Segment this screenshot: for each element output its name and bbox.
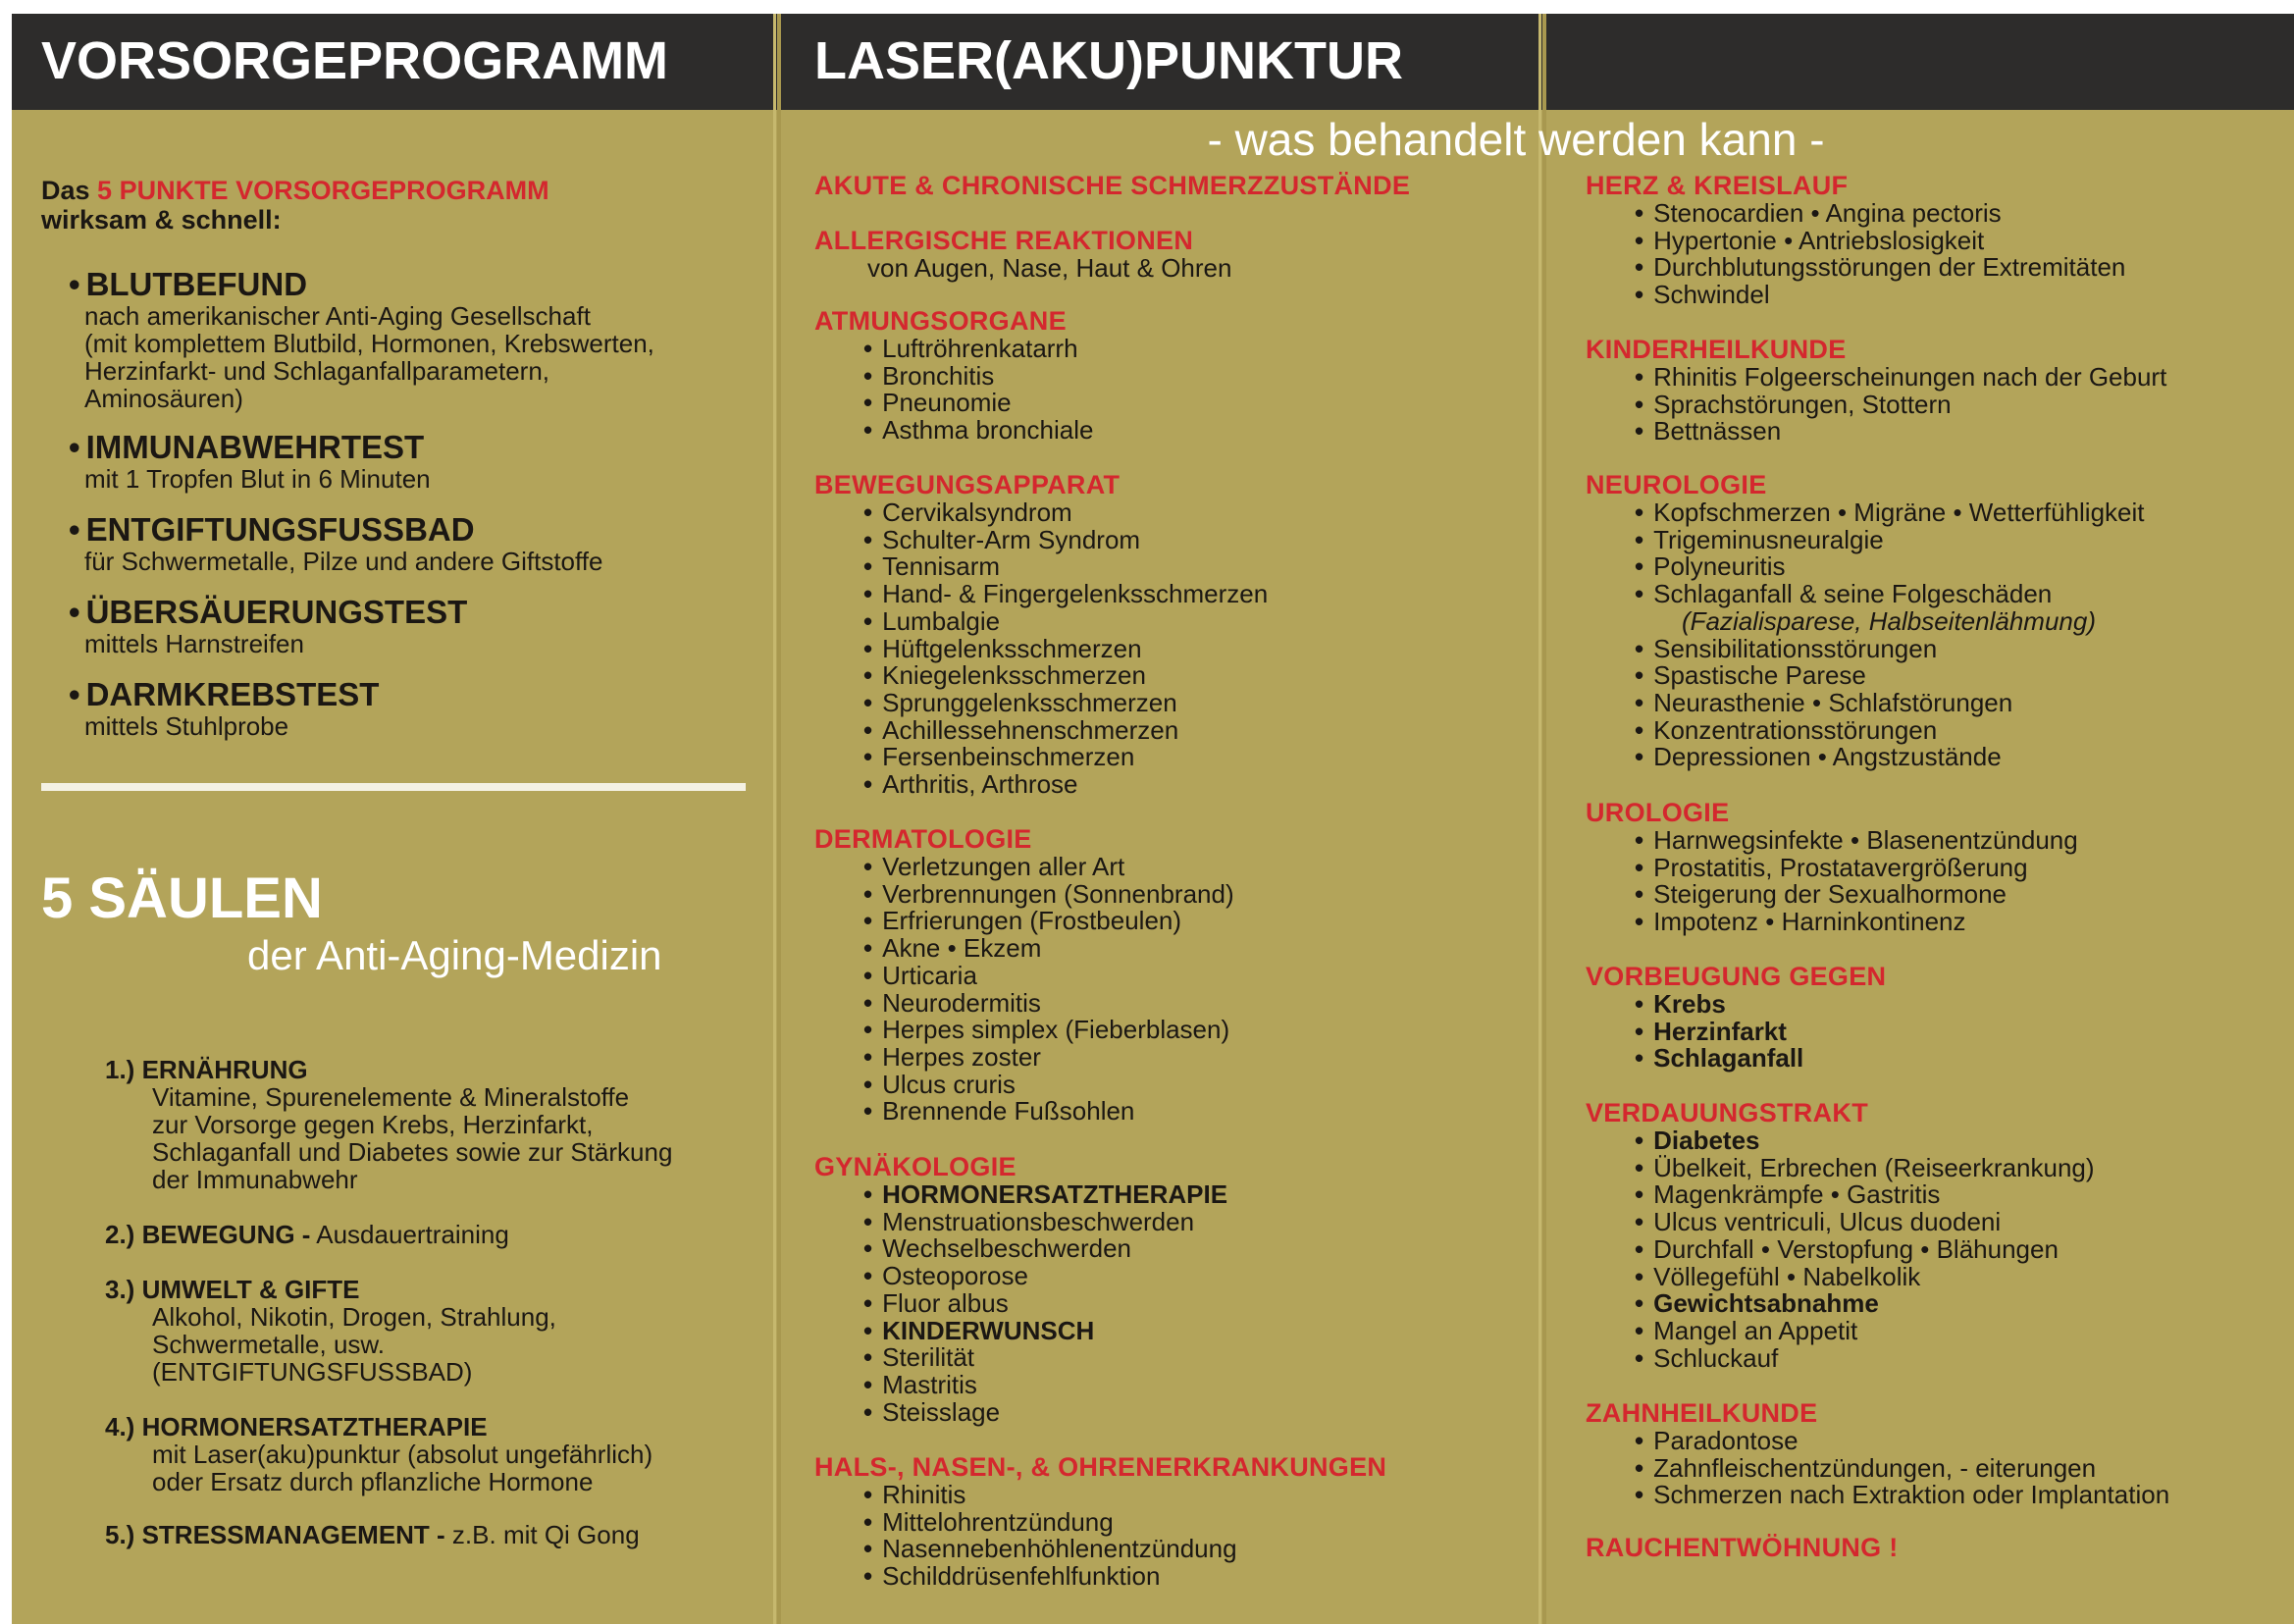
pillar-body-line: der Immunabwehr [152, 1165, 358, 1194]
pillar-body-line: Alkohol, Nikotin, Drogen, Strahlung, [152, 1302, 556, 1332]
section-list [1635, 827, 2078, 936]
section-list-item: • Tennisarm [863, 553, 1268, 581]
section-list [863, 854, 1234, 1126]
pillar-head: ERNÄHRUNG [141, 1055, 308, 1084]
pillar-number: 4.) [105, 1412, 142, 1441]
pillar-body-line: mit Laser(aku)punktur (absolut ungefährlich) [152, 1440, 653, 1469]
section-list-item: • Magenkrämpfe • Gastritis [1635, 1181, 2095, 1209]
fold-line-left [777, 14, 781, 1624]
pillar-number: 1.) [105, 1055, 142, 1084]
section-list-item: • Ulcus cruris [863, 1072, 1234, 1099]
pillar-item [105, 1221, 509, 1248]
section-list-item: • Erfrierungen (Frostbeulen) [863, 908, 1234, 935]
section-list-item: • Durchblutungsstörungen der Extremitäten [1635, 254, 2125, 282]
subtitle-was-behandelt [12, 112, 2294, 167]
section-list-item: • Urticaria [863, 963, 1234, 990]
section-list-item: • Harnwegsinfekte • Blasenentzündung [1635, 827, 2078, 855]
section-list-item: • Neurodermitis [863, 990, 1234, 1018]
fold-line-left-highlight [773, 14, 776, 1624]
section-list [1635, 200, 2125, 309]
section-title: NEUROLOGIE [1586, 470, 1767, 499]
section-list-item: • Herpes simplex (Fieberblasen) [863, 1017, 1234, 1044]
pillar-tail: Ausdauertraining [310, 1220, 509, 1249]
section-list-item: • Osteoporose [863, 1263, 1227, 1290]
header-laserakupunktur: LASER(AKU)PUNKTUR [814, 31, 1403, 90]
pillar-body-line: Schlaganfall und Diabetes sowie zur Stärkung [152, 1137, 673, 1167]
pillar-body-line: Schwermetalle, usw. [152, 1330, 385, 1359]
section-list-item: • Krebs [1635, 991, 1803, 1019]
section-list-item: • Impotenz • Harninkontinenz [1635, 909, 2078, 936]
section-list-item: • Übelkeit, Erbrechen (Reiseerkrankung) [1635, 1155, 2095, 1182]
section-list-item: • Prostatitis, Prostatavergrößerung [1635, 855, 2078, 882]
vorsorge-point-desc: nach amerikanischer Anti-Aging Gesellschaft [84, 301, 591, 331]
section-list-item: • Rhinitis [863, 1482, 1237, 1509]
section-list-item: • Schulter-Arm Syndrom [863, 527, 1268, 554]
section-list-item: • Völlegefühl • Nabelkolik [1635, 1264, 2095, 1291]
section-list-item: • Sprachstörungen, Stottern [1635, 392, 2166, 419]
vorsorge-point-title: • IMMUNABWEHRTEST [69, 430, 431, 465]
section-list-item: • Verletzungen aller Art [863, 854, 1234, 881]
section-title: UROLOGIE [1586, 798, 1730, 827]
section-list-item: • Fluor albus [863, 1290, 1227, 1318]
vorsorge-point-desc: für Schwermetalle, Pilze und andere Giftstoffe [84, 547, 603, 576]
section-list-item: • Bronchitis [863, 363, 1093, 391]
section-list-item: • Hüftgelenksschmerzen [863, 636, 1268, 663]
divider-line [41, 783, 746, 791]
section-list-item: • Gewichtsabnahme [1635, 1290, 2095, 1318]
section-list-item: • Arthritis, Arthrose [863, 771, 1268, 799]
section-list-item: • Nasennebenhöhlenentzündung [863, 1536, 1237, 1563]
section-list-item: • Herpes zoster [863, 1044, 1234, 1072]
section-list-item: • Schwindel [1635, 282, 2125, 309]
pillar-body-line: (ENTGIFTUNGSFUSSBAD) [152, 1357, 473, 1387]
pillar-item [105, 1521, 640, 1548]
section-title: GYNÄKOLOGIE [814, 1152, 1017, 1181]
vorsorge-point-title: • ÜBERSÄUERUNGSTEST [69, 595, 467, 630]
section-list-item: • Asthma bronchiale [863, 417, 1093, 445]
section-list-item: • Schluckauf [1635, 1345, 2095, 1373]
section-list-item: • Brennende Fußsohlen [863, 1098, 1234, 1126]
section-list-item: • Hypertonie • Antriebslosigkeit [1635, 228, 2125, 255]
section-list-item: • KINDERWUNSCH [863, 1318, 1227, 1345]
section-list-item: • Sprunggelenksschmerzen [863, 690, 1268, 717]
section-list-item: • Achillessehnenschmerzen [863, 717, 1268, 745]
pillar-heading [105, 1221, 509, 1248]
fold-line-right-highlight [1538, 14, 1541, 1624]
section-list-item: • Fersenbeinschmerzen [863, 744, 1268, 771]
section-list-item: • Depressionen • Angstzustände [1635, 744, 2145, 771]
section-list-item: • Spastische Parese [1635, 662, 2145, 690]
section-list-item: • Mastritis [863, 1372, 1227, 1399]
pillar-item [105, 1413, 652, 1495]
section-title: HALS-, NASEN-, & OHRENERKRANKUNGEN [814, 1452, 1387, 1482]
vorsorge-intro [41, 176, 549, 235]
pillar-head: UMWELT & GIFTE [141, 1275, 360, 1304]
pillar-item [105, 1056, 672, 1193]
vorsorge-point-desc: Herzinfarkt- und Schlaganfallparametern, [84, 356, 550, 386]
section-list [863, 336, 1093, 445]
section-list-item: • Sterilität [863, 1344, 1227, 1372]
pillar-item [105, 1276, 556, 1386]
section-list-item: • Steisslage [863, 1399, 1227, 1427]
section-list-item: • Schlaganfall [1635, 1045, 1803, 1073]
pillar-head: HORMONERSATZTHERAPIE [141, 1412, 488, 1441]
pillars-title: 5 SÄULEN [41, 866, 323, 930]
section-list-item: • Polyneuritis [1635, 553, 2145, 581]
section-title: DERMATOLOGIE [814, 824, 1032, 854]
section-title: ALLERGISCHE REAKTIONEN [814, 226, 1194, 255]
section-list-item: • Pneunomie [863, 390, 1093, 417]
section-list-item: • HORMONERSATZTHERAPIE [863, 1181, 1227, 1209]
section-list-item: • Akne • Ekzem [863, 935, 1234, 963]
intro-prefix: Das [41, 176, 90, 205]
vorsorge-point [84, 267, 654, 412]
section-plain-text: von Augen, Nase, Haut & Ohren [867, 253, 1232, 283]
header-vorsorgeprogramm: VORSORGEPROGRAMM [41, 31, 669, 90]
intro-line2: wirksam & schnell: [41, 205, 282, 235]
vorsorge-point [84, 512, 602, 575]
section-list-item: (Fazialisparese, Halbseitenlähmung) [1682, 605, 2096, 636]
pillar-heading [105, 1521, 640, 1548]
section-list [863, 1181, 1227, 1426]
section-title: KINDERHEILKUNDE [1586, 335, 1847, 364]
section-list-item: • Schilddrüsenfehlfunktion [863, 1563, 1237, 1591]
vorsorge-point-desc: Aminosäuren) [84, 384, 243, 413]
section-title: VERDAUUNGSTRAKT [1586, 1098, 1868, 1127]
vorsorge-point [84, 595, 467, 657]
section-list [1635, 499, 2145, 771]
section-title: VORBEUGUNG GEGEN [1586, 962, 1887, 991]
section-list-item: • Trigeminusneuralgie [1635, 527, 2145, 554]
pillar-number: 5.) [105, 1520, 142, 1549]
pillar-heading [105, 1413, 652, 1441]
section-list [1635, 364, 2166, 445]
section-list-item: • Bettnässen [1635, 418, 2166, 445]
pillar-heading [105, 1056, 672, 1083]
section-list-item: • Verbrennungen (Sonnenbrand) [863, 881, 1234, 909]
pillar-number: 2.) [105, 1220, 142, 1249]
fold-line-right [1542, 14, 1546, 1624]
vorsorge-point-desc: mittels Harnstreifen [84, 629, 304, 658]
pillars-subtitle: der Anti-Aging-Medizin [247, 932, 662, 978]
vorsorge-point-title: • ENTGIFTUNGSFUSSBAD [69, 512, 602, 548]
section-list-item: • Rhinitis Folgeerscheinungen nach der Geburt [1635, 364, 2166, 392]
section-title: HERZ & KREISLAUF [1586, 171, 1849, 200]
section-list-item: • Mangel an Appetit [1635, 1318, 2095, 1345]
section-list [863, 1482, 1237, 1591]
section-list-item: • Steigerung der Sexualhormone [1635, 881, 2078, 909]
section-list-item: • Menstruationsbeschwerden [863, 1209, 1227, 1236]
vorsorge-point-desc: (mit komplettem Blutbild, Hormonen, Krebswerten, [84, 329, 654, 358]
section-list-item: • Durchfall • Verstopfung • Blähungen [1635, 1236, 2095, 1264]
section-list-item: • Stenocardien • Angina pectoris [1635, 200, 2125, 228]
section-list [1635, 991, 1803, 1073]
section-list-item: • Wechselbeschwerden [863, 1235, 1227, 1263]
section-list-item: • Kopfschmerzen • Migräne • Wetterfühligkeit [1635, 499, 2145, 527]
subtitle-text: - was behandelt werden kann - [1207, 114, 1825, 165]
section-list [1635, 1127, 2095, 1372]
section-title: ZAHNHEILKUNDE [1586, 1398, 1818, 1428]
intro-highlight: 5 PUNKTE VORSORGEPROGRAMM [97, 176, 549, 205]
section-list-item: • Cervikalsyndrom [863, 499, 1268, 527]
section-title: BEWEGUNGSAPPARAT [814, 470, 1121, 499]
section-list [863, 499, 1268, 799]
vorsorge-point [84, 677, 379, 740]
brochure-sheet [12, 14, 2294, 1624]
pillar-head: STRESSMANAGEMENT - [141, 1520, 445, 1549]
section-list-item: • Konzentrationsstörungen [1635, 717, 2145, 745]
vorsorge-point-title: • BLUTBEFUND [69, 267, 654, 302]
pillar-body-line: Vitamine, Spurenelemente & Mineralstoffe [152, 1082, 630, 1112]
section-list-item: • Ulcus ventriculi, Ulcus duodeni [1635, 1209, 2095, 1236]
section-title: AKUTE & CHRONISCHE SCHMERZZUSTÄNDE [814, 171, 1411, 200]
vorsorge-point-desc: mit 1 Tropfen Blut in 6 Minuten [84, 464, 431, 494]
vorsorge-point-desc: mittels Stuhlprobe [84, 711, 289, 741]
section-list-item: • Schlaganfall & seine Folgeschäden [1635, 581, 2145, 608]
section-list-item: • Hand- & Fingergelenksschmerzen [863, 581, 1268, 608]
section-list-item: • Schmerzen nach Extraktion oder Implantation [1635, 1482, 2169, 1509]
pillar-tail: z.B. mit Qi Gong [444, 1520, 640, 1549]
section-list-item: • Paradontose [1635, 1428, 2169, 1455]
section-list-item: • Herzinfarkt [1635, 1019, 1803, 1046]
vorsorge-point [84, 430, 431, 493]
section-title: ATMUNGSORGANE [814, 306, 1067, 336]
pillar-body-line: oder Ersatz durch pflanzliche Hormone [152, 1467, 594, 1496]
section-title: RAUCHENTWÖHNUNG ! [1586, 1533, 1899, 1562]
section-list-item: • Zahnfleischentzündungen, - eiterungen [1635, 1455, 2169, 1483]
section-list-item: • Mittelohrentzündung [863, 1509, 1237, 1537]
vorsorge-point-title: • DARMKREBSTEST [69, 677, 379, 712]
pillar-number: 3.) [105, 1275, 142, 1304]
pillar-heading [105, 1276, 556, 1303]
section-list-item: • Kniegelenksschmerzen [863, 662, 1268, 690]
section-list-item: • Diabetes [1635, 1127, 2095, 1155]
section-list [1635, 1428, 2169, 1509]
section-list-item: • Lumbalgie [863, 608, 1268, 636]
pillar-head: BEWEGUNG - [141, 1220, 311, 1249]
section-list-item: • Sensibilitationsstörungen [1635, 636, 2145, 663]
section-list-item: • Neurasthenie • Schlafstörungen [1635, 690, 2145, 717]
pillar-body-line: zur Vorsorge gegen Krebs, Herzinfarkt, [152, 1110, 594, 1139]
section-list-item: • Luftröhrenkatarrh [863, 336, 1093, 363]
